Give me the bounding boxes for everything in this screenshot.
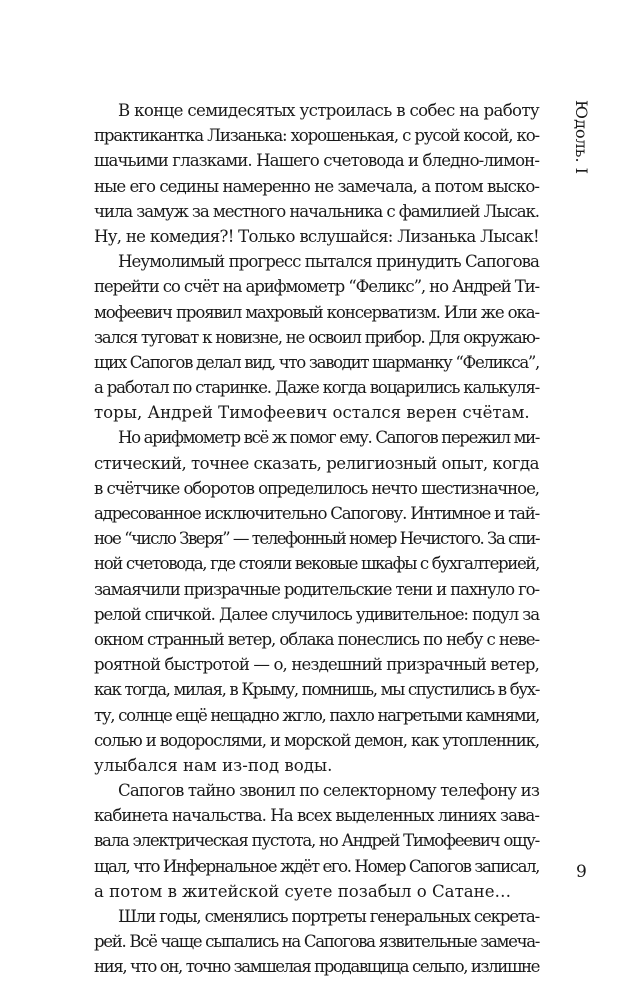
- body-text: [94, 98, 539, 980]
- text-line: стический, точнее сказать, религиозный опыт, когда: [94, 453, 539, 473]
- text-line: ния, что он, точно замшелая продавщица сельпо, излишне: [94, 957, 539, 977]
- text-line: релой спичкой. Далее случилось удивительное: подул за: [94, 604, 539, 624]
- text-line: ное “число Зверя” — телефонный номер Нечистого. За спи-: [94, 529, 539, 549]
- text-line: мофеевич проявил махровый консерватизм. Или же ока-: [94, 302, 540, 322]
- text-line: а потом в житейской суете позабыл о Сатане…: [94, 881, 512, 901]
- text-line: роятной быстротой — о, нездешний призрачный ветер,: [94, 655, 539, 675]
- text-line: щал, что Инфернальное ждёт его. Номер Сапогов записал,: [94, 856, 539, 876]
- text-line: кабинета начальства. На всех выделенных линиях зава-: [94, 806, 539, 826]
- text-line: ту, солнце ещё нещадно жгло, пахло нагретыми камнями,: [94, 705, 539, 725]
- text-line: торы, Андрей Тимофеевич остался верен счётам.: [94, 403, 530, 423]
- text-line: ной счетовода, где стояли вековые шкафы с бухгалтерией,: [94, 554, 540, 574]
- text-line: шачьими глазками. Нашего счетовода и бледно-лимон-: [94, 151, 540, 171]
- text-line: практикантка Лизанька: хорошенькая, с русой косой, ко-: [94, 126, 539, 146]
- text-line: рей. Всё чаще сыпались на Сапогова язвительные замеча-: [94, 932, 539, 952]
- text-line: Шли годы, сменялись портреты генеральных секрета-: [118, 907, 540, 926]
- text-line: чила замуж за местного начальника с фамилией Лысак.: [94, 201, 539, 221]
- text-line: в счётчике оборотов определилось нечто шестизначное,: [94, 478, 539, 498]
- text-line: окном странный ветер, облака понеслись по небу с неве-: [94, 629, 540, 649]
- text-line: зался туговат к новизне, не освоил прибор. Для окружаю-: [94, 327, 540, 347]
- text-line: В конце семидесятых устроилась в собес на работу: [118, 101, 540, 120]
- running-head: Юдоль. I: [572, 100, 591, 174]
- text-line: замаячили призрачные родительские тени и пахнуло го-: [94, 579, 539, 599]
- paragraph-4: [94, 778, 539, 904]
- text-line: как тогда, милая, в Крыму, помнишь, мы спустились в бух-: [94, 680, 539, 700]
- text-line: перейти со счёт на арифмометр “Феликс”, но Андрей Ти-: [94, 277, 540, 297]
- paragraph-2: [94, 249, 539, 425]
- text-line: солью и водорослями, и морской демон, как утопленник,: [94, 730, 539, 750]
- page-number: 9: [576, 862, 587, 882]
- text-line: улыбался нам из-под воды.: [94, 755, 333, 775]
- text-line: адресованное исключительно Сапогову. Интимное и тай-: [94, 504, 539, 523]
- paragraph-1: [94, 98, 539, 249]
- text-line: Но арифмометр всё ж помог ему. Сапогов пережил ми-: [118, 428, 540, 448]
- paragraph-5: [94, 904, 539, 980]
- text-line: ные его седины намеренно не замечала, а потом выско-: [94, 176, 539, 196]
- text-line: щих Сапогов делал вид, что заводит шарманку “Феликса”,: [94, 352, 540, 372]
- text-line: а работал по старинке. Даже когда воцарились калькуля-: [94, 378, 539, 398]
- text-line: вала электрическая пустота, но Андрей Тимофеевич ощу-: [94, 831, 539, 851]
- paragraph-3: [94, 425, 539, 778]
- text-line: Неумолимый прогресс пытался принудить Сапогова: [118, 252, 540, 272]
- text-line: Сапогов тайно звонил по селекторному телефону из: [118, 781, 539, 801]
- text-line: Ну, не комедия?! Только вслушайся: Лизанька Лысак!: [94, 226, 539, 246]
